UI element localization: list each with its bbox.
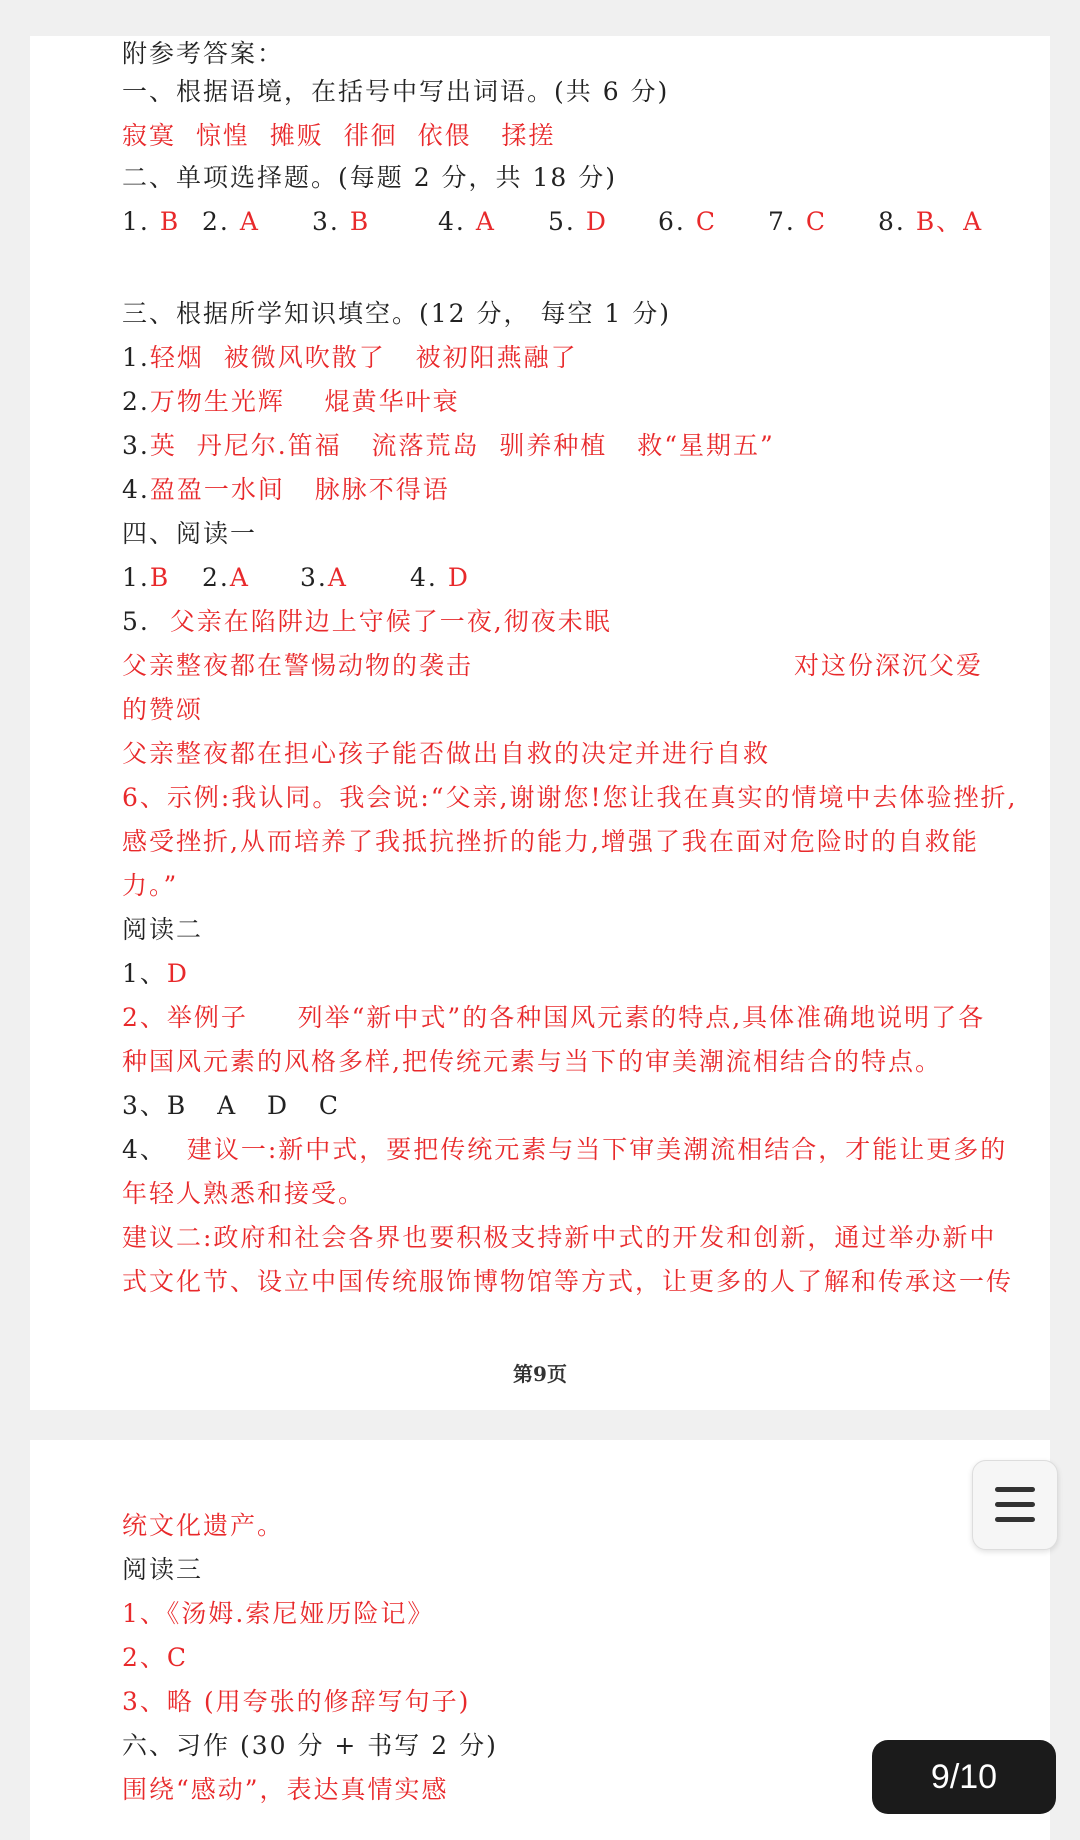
reading2-answer-4-cont: 统文化遗产。 bbox=[122, 1511, 285, 1540]
mc-answer-1: 1. B bbox=[122, 207, 181, 236]
reading1-answer-4: 4. D bbox=[410, 563, 470, 592]
reading3-answer-3: 3、略 (用夸张的修辞写句子) bbox=[122, 1687, 471, 1716]
page-indicator: 9/10 bbox=[872, 1740, 1056, 1814]
reading3-answer-2: 2、C bbox=[122, 1643, 189, 1672]
reading2-answer-4-line1: 4、 建议一:新中式，要把传统元素与当下审美潮流相结合，才能让更多的 bbox=[122, 1135, 1008, 1164]
answer-header: 附参考答案： bbox=[122, 39, 285, 68]
mc-answer-8: 8. B、A bbox=[878, 207, 984, 236]
section-1-answers: 寂寞 惊惶 摊贩 徘徊 依偎 揉搓 bbox=[122, 121, 556, 150]
mc-answer-7: 7. C bbox=[768, 207, 827, 236]
fill-answer-1: 1.轻烟 被微风吹散了 被初阳燕融了 bbox=[122, 343, 578, 372]
reading2-answer-4-line2: 年轻人熟悉和接受。 bbox=[122, 1179, 366, 1208]
mc-answer-2: 2. A bbox=[202, 207, 260, 236]
reading2-answer-2-line1: 2、举例子 列举“新中式”的各种国风元素的特点,具体准确地说明了各 bbox=[122, 1003, 986, 1032]
fill-answer-2: 2.万物生光辉 焜黄华叶衰 bbox=[122, 387, 460, 416]
reading1-answer-5-line2a: 父亲整夜都在警惕动物的袭击 bbox=[122, 651, 474, 680]
reading1-answer-2: 2.A bbox=[202, 563, 250, 592]
section-3-title: 三、根据所学知识填空。(12 分， 每空 1 分) bbox=[122, 299, 672, 328]
reading1-answer-5-line2b: 对这份深沉父爱 bbox=[794, 651, 984, 680]
reading1-answer-3: 3.A bbox=[300, 563, 348, 592]
top-bar bbox=[0, 0, 1080, 36]
document-page-9 bbox=[30, 36, 1050, 1410]
section-6-answer: 围绕“感动”，表达真情实感 bbox=[122, 1775, 449, 1804]
reading1-answer-6-line3: 力。” bbox=[122, 871, 179, 900]
reading2-answer-4-line4: 式文化节、设立中国传统服饰博物馆等方式，让更多的人了解和传承这一传 bbox=[122, 1267, 1014, 1296]
section-4-title: 四、阅读一 bbox=[122, 519, 258, 548]
menu-button[interactable] bbox=[972, 1460, 1058, 1550]
page-number: 第9页 bbox=[513, 1362, 567, 1386]
reading1-answer-6-line2: 感受挫折,从而培养了我抵抗挫折的能力,增强了我在面对危险时的自救能 bbox=[122, 827, 979, 856]
mc-answer-6: 6. C bbox=[658, 207, 717, 236]
reading3-title: 阅读三 bbox=[122, 1555, 204, 1584]
section-6-title: 六、习作 (30 分 + 书写 2 分) bbox=[122, 1731, 498, 1760]
mc-answer-5: 5. D bbox=[548, 207, 608, 236]
reading1-answer-5-line4: 父亲整夜都在担心孩子能否做出自救的决定并进行自救 bbox=[122, 739, 771, 768]
section-1-title: 一、根据语境，在括号中写出词语。(共 6 分) bbox=[122, 77, 670, 106]
reading1-answer-6-line1: 6、示例:我认同。我会说:“父亲,谢谢您!您让我在真实的情境中去体验挫折, bbox=[122, 783, 1018, 812]
fill-answer-3: 3.英 丹尼尔.笛福 流落荒岛 驯养种植 救“星期五” bbox=[122, 431, 775, 460]
reading3-answer-1: 1、《汤姆.索尼娅历险记》 bbox=[122, 1599, 435, 1628]
reading2-answer-2-line2: 种国风元素的风格多样,把传统元素与当下的审美潮流相结合的特点。 bbox=[122, 1047, 942, 1076]
reading2-answer-4-line3: 建议二:政府和社会各界也要积极支持新中式的开发和创新，通过举办新中 bbox=[122, 1223, 997, 1252]
reading2-title: 阅读二 bbox=[122, 915, 204, 944]
mc-answer-3: 3. B bbox=[312, 207, 371, 236]
section-2-title: 二、单项选择题。(每题 2 分，共 18 分) bbox=[122, 163, 618, 192]
reading2-answer-1: 1、D bbox=[122, 959, 189, 988]
reading2-answer-3: 3、B A D C bbox=[122, 1091, 341, 1120]
mc-answer-4: 4. A bbox=[438, 207, 496, 236]
fill-answer-4: 4.盈盈一水间 脉脉不得语 bbox=[122, 475, 450, 504]
reading1-answer-5-line3: 的赞颂 bbox=[122, 695, 204, 724]
reading1-answer-1: 1.B bbox=[122, 563, 171, 592]
reading1-answer-5-line1: 5. 父亲在陷阱边上守候了一夜,彻夜未眠 bbox=[122, 607, 612, 636]
